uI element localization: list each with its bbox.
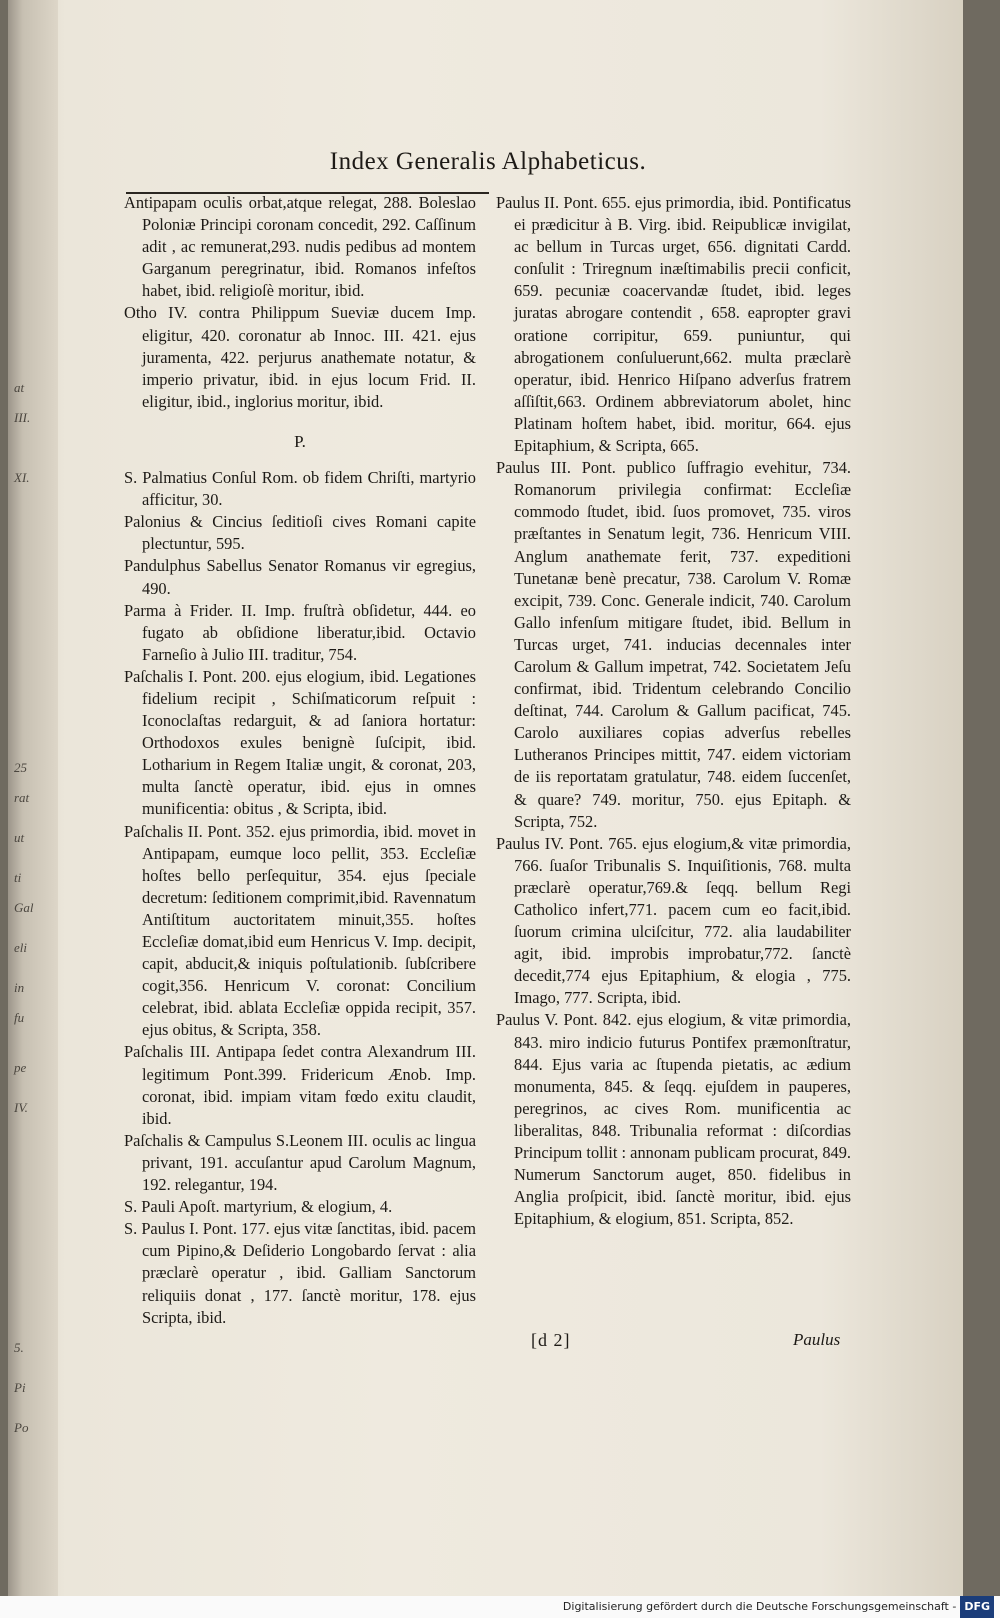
spine-fragment: in bbox=[14, 980, 25, 995]
digitization-note: Digitalisierung gefördert durch die Deutsche Forschungsgemeinschaft - bbox=[562, 1600, 957, 1613]
spine-fragment: 5. bbox=[14, 1340, 24, 1355]
index-entry: Paulus V. Pont. 842. ejus elogium, & vitæ primordia, 843. miro indicio futurus Pontifex præmonſtratur, 844. Ejus varia ac ſtupenda pietatis, ac ædium monumenta, 845. & ſeqq. ejuſdem in pauperes, peregrinos, ac cives Rom. munificentia ac liberalitas, 848. Tribunalia reformat : diſcordias Principum tollit : annonam publicam procurat, 849. Numerum Sanctorum auget, 850. fidelibus in Anglia proſpicit, ibid. ſanctè moritur, ibid. ejus Epitaphium, & elogium, 851. Scripta, 852. bbox=[496, 1010, 851, 1229]
catchword: Paulus bbox=[793, 1330, 841, 1349]
spine-fragment: Pi bbox=[14, 1380, 26, 1395]
page-title: Index Generalis Alphabeticus. bbox=[329, 148, 647, 175]
index-entry: Otho IV. contra Philippum Sueviæ ducem Imp. eligitur, 420. coronatur ab Innoc. III. 421. ejus juramenta, 422. perjurus anathemate notatur, & imperio privatur, ibid. in ejus locum Frid. II. eligitur, ibid., inglorius moritur, ibid. bbox=[124, 303, 476, 411]
index-entry: Paſchalis & Campulus S.Leonem III. oculis ac lingua privant, 191. accuſantur apud Carolum Magnum, 192. relegantur, 194. bbox=[124, 1130, 476, 1195]
index-entry: Paſchalis III. Antipapa ſedet contra Alexandrum III. legitimum Pont.399. Fridericum Ænob. Imp. coronat, ibid. impiam vitam fœdo exitu claudit, ibid. bbox=[124, 1042, 476, 1128]
spine-fragment: ut bbox=[14, 830, 25, 845]
index-entry: Parma à Frider. II. Imp. fruſtrà obſidetur, 444. eo fugato ab obſidione liberatur,ibid. Octavio Farneſio à Julio III. traditur, 754. bbox=[124, 600, 476, 664]
left-column bbox=[124, 192, 476, 1329]
index-entry: Paulus II. Pont. 655. ejus primordia, ibid. Pontificatus ei prædicitur à B. Virg. ibid. Reipublicæ invigilat, ac bellum in Turcas urget, 656. dignitati Cardd. conſulit : Triregnum inæſtimabilis precii conficit, 659. pecuniæ coacervandæ ſtudet, ibid. leges juratas abrogare contendit , 658. eapropter gravi oratione corripitur, 659. puniuntur, qui abrogationem conſuluerunt,662. multa præclarè operatur, ibid. Henrico Hiſpano adverſus fratrem aſſiſtit,663. Ordinem abbreviatorum abolet, hinc Platinam hoſtem habet, ibid. moritur, 664. ejus Epitaphium, & Scripta, 665. bbox=[496, 193, 851, 456]
index-entry: Paulus III. Pont. publico ſuffragio evehitur, 734. Romanorum privilegia confirmat: Eccleſiæ commodo ſtudet, ibid. ſuos promovet, 735. viros præſtantes in Senatum legit, 736. Henricum VIII. Anglum anathemate ferit, 737. expeditioni Tunetanæ benè precatur, 738. Carolum V. Romæ excipit, 739. Conc. Generale indicit, 740. Carolum Gallo infenſum mitigare ſtudet, ibid. Bellum in Turcas urget, 741. inducias decennales inter Carolum & Gallum impetrat, 742. Societatem Jeſu confirmat, ibid. Tridentum celebrando Concilio deſtinat, 744. Carolum & Gallum pacificat, 745. Carolo auxiliares copias adverſus rebelles Lutheranos Principes mittit, 747. eidem victoriam de iis reportatam gratulatur, 748. eidem ſuccenſet, & quare? 749. moritur, 750. ejus Epitaph. & Scripta, 752. bbox=[496, 458, 851, 831]
right-column bbox=[496, 192, 851, 1230]
index-entry: S. Pauli Apoſt. martyrium, & elogium, 4. bbox=[124, 1197, 393, 1217]
spine-fragment: ti bbox=[14, 870, 22, 885]
spine-fragment: eli bbox=[14, 940, 27, 955]
index-entry: Paſchalis I. Pont. 200. ejus elogium, ibid. Legationes fidelium recipit , Schiſmaticorum reſpuit : Iconoclaſtas redarguit, & ad ſaniora hortatur: Orthodoxos exules benignè ſuſcipit, ibid. Lotharium in Regem Italiæ ungit, & coronat, 203, multa ſanctè operatur, ibid. ejus in omnes munificentia: obitus , & Scripta, ibid. bbox=[124, 666, 476, 819]
index-entry: Palonius & Cincius ſeditioſi cives Romani capite plectuntur, 595. bbox=[124, 512, 476, 554]
index-entry: Antipapam oculis orbat,atque relegat, 288. Boleslao Poloniæ Principi coronam concedit, 292. Caſſinum adit , ac remunerat,293. nudis pedibus ad montem Garganum peregrinatur, ibid. Romanos infeſtos habet, ibid. religioſè moritur, ibid. bbox=[124, 193, 476, 301]
spine-fragment: Po bbox=[14, 1420, 29, 1435]
section-letter: P. bbox=[294, 431, 306, 451]
index-entry: Paulus IV. Pont. 765. ejus elogium,& vitæ primordia, 766. ſuaſor Tribunalis S. Inquiſitionis, 768. multa præclarè operatur,769.& ſeqq. bellum Regi Catholico infert,771. pacem cum eo facit,ibid. ſuorum crimina ulciſcitur, 772. alia laudabiliter agit, ibid. improbis improbatur,772. ſanctè decedit,774 ejus Epitaphium, & elogia , 775. Imago, 777. Scripta, ibid. bbox=[496, 833, 851, 1008]
signature-mark: [d 2] bbox=[531, 1330, 571, 1350]
index-entry: Paſchalis II. Pont. 352. ejus primordia, ibid. movet in Antipapam, eumque loco pellit, 353. Eccleſiæ hoſtes bello perſequitur, 354. ejus ſpeciale decretum: ſeditionem comprimit,ibid. Ravennatum Antiſtitum auctoritatem minuit,355. hoſtes Eccleſiæ domat,ibid eum Henricus V. Imp. decipit, capit, abducit,& iniquis poſtulationib. ſubſcribere cogit,356. Henricum V. coronat: Concilium celebrat, ibid. ablata Eccleſiæ oppida recipit, 357. ejus obitus, & Scripta, 358. bbox=[124, 821, 476, 1040]
book-page bbox=[8, 0, 963, 1596]
facing-page-edge bbox=[8, 0, 58, 1596]
spine-fragment: III. bbox=[14, 410, 31, 425]
dfg-logo: DFG bbox=[960, 1596, 994, 1618]
spine-fragment: rat bbox=[14, 790, 30, 805]
digitization-bar bbox=[0, 1596, 1000, 1618]
spine-fragment: fu bbox=[14, 1010, 25, 1025]
spine-fragment: at bbox=[14, 380, 25, 395]
index-entry: S. Paulus I. Pont. 177. ejus vitæ ſanctitas, ibid. pacem cum Pipino,& Deſiderio Longobardo ſervat : alia præclarè operatur , ibid. Galliam Sanctorum reliquiis donat , 177. ſanctè moritur, 178. ejus Scripta, ibid. bbox=[124, 1219, 476, 1327]
index-entry: S. Palmatius Conſul Rom. ob fidem Chriſti, martyrio afficitur, 30. bbox=[124, 468, 476, 510]
spine-fragment: XI. bbox=[14, 470, 30, 485]
spine-fragment: IV. bbox=[14, 1100, 28, 1115]
index-entry: Pandulphus Sabellus Senator Romanus vir egregius, 490. bbox=[124, 556, 476, 598]
spine-fragment: 25 bbox=[14, 760, 27, 775]
spine-fragment: Gal bbox=[14, 900, 34, 915]
spine-fragment: pe bbox=[14, 1060, 27, 1075]
